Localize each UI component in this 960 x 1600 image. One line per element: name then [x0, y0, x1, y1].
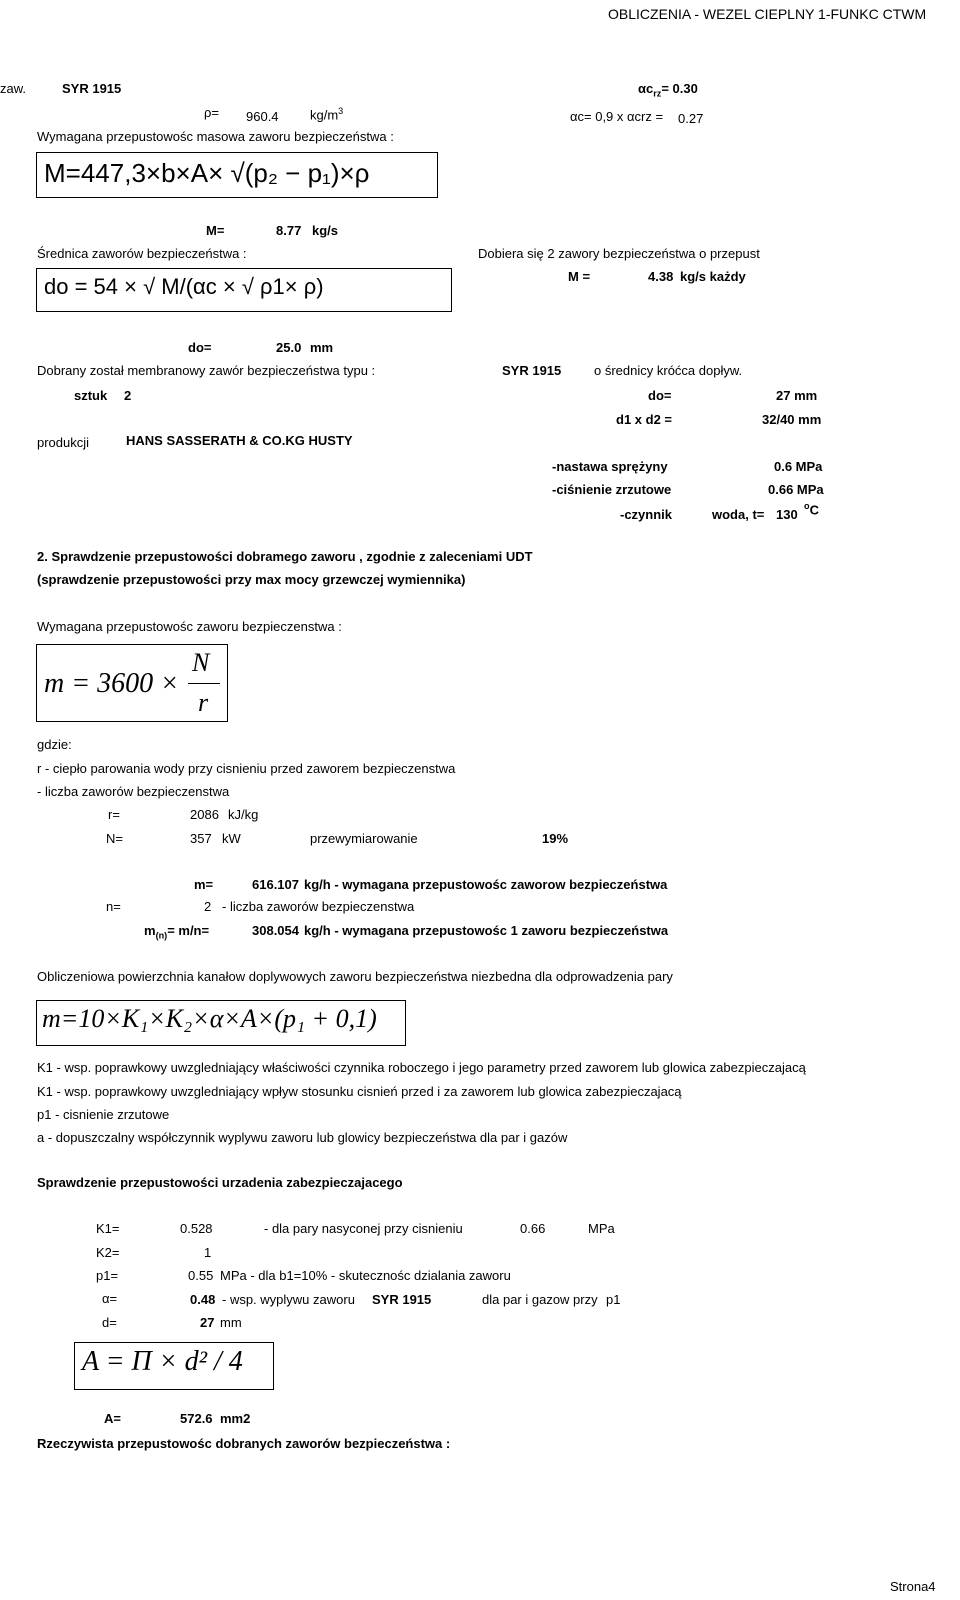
diameter-title: Średnica zaworów bezpieczeństwa :: [37, 246, 247, 261]
check-k2-label: K2=: [96, 1245, 120, 1260]
check-alpha-p: p1: [606, 1292, 621, 1307]
do-result-label: do=: [188, 340, 212, 355]
check-p1-label: p1=: [96, 1268, 119, 1283]
mn-label-text: m: [144, 923, 156, 938]
check-p1-value: 0.55: [188, 1268, 214, 1283]
alpha-crz: [638, 82, 698, 99]
mass-flow-title: Wymagana przepustowośc masowa zaworu bezpieczeństwa :: [37, 129, 394, 144]
check-d-value: 27: [200, 1315, 215, 1330]
dump-pressure-label: -ciśnienie zrzutowe: [552, 482, 672, 497]
formula-capacity-lhs: m = 3600 ×: [44, 668, 180, 699]
d1d2-value: 32/40 mm: [762, 412, 822, 427]
valve-do-value: 27 mm: [776, 388, 818, 403]
rho-unit: [310, 106, 343, 123]
mn-value: 308.054: [252, 923, 299, 938]
section2-title: 2. Sprawdzenie przepustowości dobramego zaworu , zgodnie z zaleceniami UDT: [37, 549, 533, 564]
mn-label-sub: (n): [155, 930, 168, 941]
do-result-unit: mm: [310, 340, 334, 355]
pieces-label: sztuk: [74, 388, 108, 403]
p1-description: p1 - cisnienie zrzutowe: [37, 1107, 170, 1122]
check-k1-unit: MPa: [588, 1221, 615, 1236]
A-value: 572.6: [180, 1411, 213, 1426]
check-alpha-value: 0.48: [190, 1292, 216, 1307]
final-title: Rzeczywista przepustowośc dobranych zaworów bezpieczeństwa :: [37, 1436, 451, 1451]
m-label: m=: [194, 877, 214, 892]
check-k1-value: 0.528: [180, 1221, 213, 1236]
m-value: 616.107: [252, 877, 299, 892]
required-capacity-title: Wymagana przepustowośc zaworu bezpieczenstwa :: [37, 619, 342, 634]
mn-label-eq: = m/n=: [167, 923, 210, 938]
formula-capacity-denominator: r: [198, 688, 209, 717]
formula-diameter: do = 54 × √ M/(αc × √ ρ1× ρ): [44, 274, 324, 299]
formula-capacity-numerator: N: [192, 648, 210, 677]
zaw-value: SYR 1915: [62, 81, 122, 96]
area-title: Obliczeniowa powierzchnia kanałow doplywowych zaworu bezpieczeństwa niezbedna dla odprowadzenia pary: [37, 969, 673, 984]
choice-m-value: 4.38: [648, 269, 674, 284]
N-label: N=: [106, 831, 123, 846]
valve-chosen-text: Dobrany został membranowy zawór bezpieczeństwa typu :: [37, 363, 376, 378]
valve-do-label: do=: [648, 388, 672, 403]
page-header-title: OBLICZENIA - WEZEL CIEPLNY 1-FUNKC CTWM: [608, 6, 927, 22]
m-description: kg/h - wymagana przepustowośc zaworow bezpieczeństwa: [304, 877, 668, 892]
n-description: - liczba zaworów bezpieczenstwa: [222, 899, 415, 914]
N-value: 357: [190, 831, 212, 846]
check-p1-description: MPa - dla b1=10% - skutecznośc dzialania zaworu: [220, 1268, 511, 1283]
valve-choice-text: Dobiera się 2 zawory bezpieczeństwa o przepust: [478, 246, 760, 261]
m-result-value: 8.77: [276, 223, 302, 238]
N-unit: kW: [222, 831, 241, 846]
pieces-value: 2: [124, 388, 132, 403]
rho-unit-text: kg/m: [310, 107, 339, 123]
check-d-label: d=: [102, 1315, 117, 1330]
check-k2-value: 1: [204, 1245, 212, 1260]
valve-type: SYR 1915: [502, 363, 562, 378]
manufacturer: HANS SASSERATH & CO.KG HUSTY: [126, 433, 353, 448]
formula-cross-section: A = Π × d² / 4: [82, 1346, 243, 1377]
temp-unit-text: C: [809, 502, 819, 518]
a-description: a - dopuszczalny współczynnik wyplywu zaworu lub glowicy bezpieczeństwa dla par i gazów: [37, 1130, 568, 1145]
A-label: A=: [104, 1411, 121, 1426]
page-number: Strona4: [890, 1579, 936, 1594]
oversize-value: 19%: [542, 831, 569, 846]
d1d2-label: d1 x d2 =: [616, 412, 672, 427]
r-unit: kJ/kg: [228, 807, 259, 822]
choice-m-unit: kg/s każdy: [680, 269, 746, 284]
r-description: r - ciepło parowania wody przy cisnieniu przed zaworem bezpieczenstwa: [37, 761, 456, 776]
fraction-bar: [188, 683, 220, 684]
spring-label: -nastawa sprężyny: [552, 459, 668, 474]
check-alpha-valve: SYR 1915: [372, 1292, 432, 1307]
mn-description: kg/h - wymagana przepustowośc 1 zaworu bezpieczeństwa: [304, 923, 669, 938]
temp-unit-sup: o: [804, 501, 810, 511]
check-title: Sprawdzenie przepustowości urzadenia zabezpieczajacego: [37, 1175, 403, 1190]
alpha-c-label: αc= 0,9 x αcrz =: [570, 109, 664, 124]
do-result-value: 25.0: [276, 340, 302, 355]
choice-m-label: M =: [568, 269, 591, 284]
temp-unit: [804, 501, 819, 518]
A-unit: mm2: [220, 1411, 251, 1426]
check-alpha-label: α=: [102, 1291, 118, 1306]
n-label: n=: [106, 899, 121, 914]
check-alpha-for: dla par i gazow przy: [482, 1292, 598, 1307]
r-label: r=: [108, 807, 120, 822]
formula-area: m=10×K₁×K₂×α×A×(p₁ + 0,1): [42, 1004, 377, 1033]
rho-unit-sup: 3: [338, 106, 344, 116]
alpha-crz-sub: rz: [653, 88, 662, 99]
spring-value: 0.6 MPa: [774, 459, 823, 474]
production-label: produkcji: [37, 435, 90, 450]
rho-label: ρ=: [204, 105, 219, 120]
n-description: - liczba zaworów bezpieczenstwa: [37, 784, 230, 799]
where-label: gdzie:: [37, 737, 72, 752]
m-result-label: M=: [206, 223, 225, 238]
formula-mass-flow: M=447,3×b×A× √(p₂ − p₁)×ρ: [44, 158, 370, 188]
alpha-crz-label: αc: [638, 81, 654, 96]
rho-value: 960.4: [246, 109, 279, 124]
check-alpha-description: - wsp. wyplywu zaworu: [222, 1292, 355, 1307]
check-k1-description: - dla pary nasyconej przy cisnieniu: [264, 1221, 463, 1236]
alpha-c-value: 0.27: [678, 111, 704, 126]
temp-value: 130: [776, 507, 798, 522]
valve-inlet-text: o średnicy króćca dopływ.: [594, 363, 743, 378]
mn-label: [144, 924, 209, 941]
section2-subtitle: (sprawdzenie przepustowości przy max mocy grzewczej wymiennika): [37, 572, 466, 587]
r-value: 2086: [190, 807, 219, 822]
k2-description: K1 - wsp. poprawkowy uwzgledniający wpływ stosunku cisnień przed i za zaworem lub glowica zabezpieczajacą: [37, 1084, 682, 1099]
oversize-label: przewymiarowanie: [310, 831, 418, 846]
dump-pressure-value: 0.66 MPa: [768, 482, 824, 497]
m-result-unit: kg/s: [312, 223, 339, 238]
check-k1-pressure: 0.66: [520, 1221, 546, 1236]
medium-label: -czynnik: [620, 507, 673, 522]
medium-value: woda, t=: [712, 507, 765, 522]
alpha-crz-value: = 0.30: [661, 81, 698, 96]
n-value: 2: [204, 899, 212, 914]
check-k1-label: K1=: [96, 1221, 120, 1236]
zaw-label: zaw.: [0, 81, 27, 96]
check-d-unit: mm: [220, 1315, 242, 1330]
k1-description: K1 - wsp. poprawkowy uwzgledniający właściwości czynnika roboczego i jego parametry przed zaworem lub glowica zabezpieczajacą: [37, 1060, 806, 1075]
